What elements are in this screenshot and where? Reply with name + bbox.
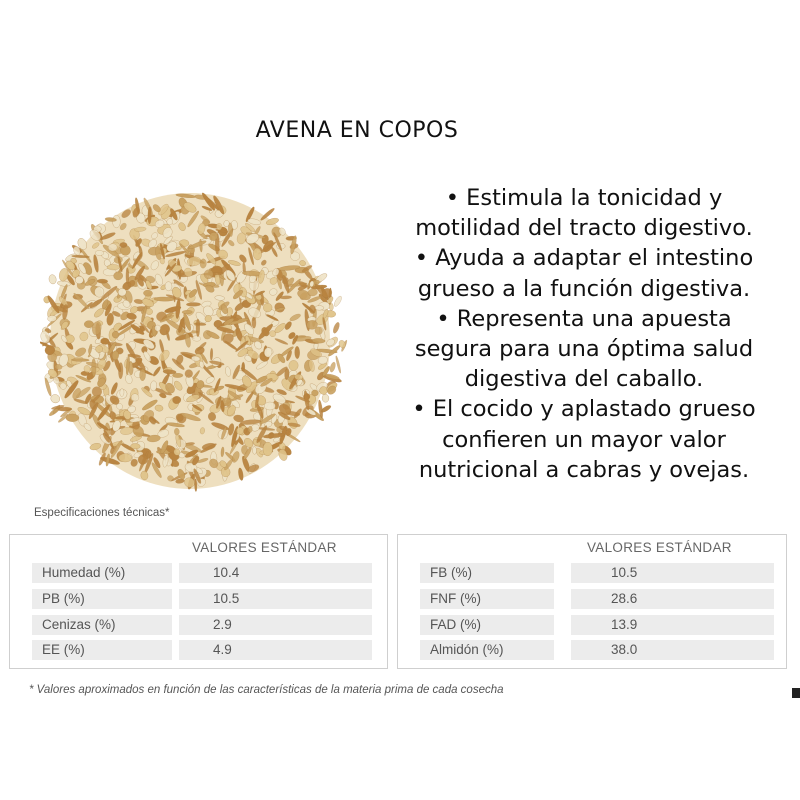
benefit-line: digestiva del caballo.	[464, 366, 704, 393]
row-value: 13.9	[571, 615, 774, 635]
benefit-line: segura para una óptima salud	[414, 336, 754, 363]
benefit-line: motilidad del tracto digestivo.	[415, 215, 753, 242]
row-label: Cenizas (%)	[32, 615, 172, 635]
benefit-line: grueso a la función digestiva.	[417, 275, 751, 302]
row-label: PB (%)	[32, 589, 172, 609]
row-label: Almidón (%)	[420, 640, 554, 660]
specs-table-left	[9, 534, 388, 669]
benefit-line: nutricional a cabras y ovejas.	[418, 456, 750, 483]
specs-caption: Especificaciones técnicas*	[34, 507, 170, 519]
row-label: FB (%)	[420, 563, 554, 583]
oat-flakes-image	[40, 176, 350, 501]
footnote: * Valores aproximados en función de las características de la materia prima de cada cosecha	[29, 684, 504, 696]
benefit-line: • Ayuda a adaptar el intestino	[414, 245, 754, 272]
row-value: 28.6	[571, 589, 774, 609]
page-title: AVENA EN COPOS	[255, 118, 459, 143]
row-value: 10.5	[571, 563, 774, 583]
row-value: 10.5	[179, 589, 372, 609]
row-value: 4.9	[179, 640, 372, 660]
column-header: VALORES ESTÁNDAR	[587, 540, 732, 555]
row-label: EE (%)	[32, 640, 172, 660]
row-label: Humedad (%)	[32, 563, 172, 583]
benefit-line: confieren un mayor valor	[442, 426, 726, 453]
row-value: 10.4	[179, 563, 372, 583]
row-label: FAD (%)	[420, 615, 554, 635]
column-header: VALORES ESTÁNDAR	[192, 540, 337, 555]
benefits-text	[370, 183, 798, 485]
specs-table-right	[397, 534, 787, 669]
benefit-line: • Representa una apuesta	[436, 305, 732, 332]
row-value: 38.0	[571, 640, 774, 660]
row-label: FNF (%)	[420, 589, 554, 609]
edge-mark	[792, 688, 800, 698]
benefit-line: • Estimula la tonicidad y	[445, 185, 723, 211]
row-value: 2.9	[179, 615, 372, 635]
benefit-line: • El cocido y aplastado grueso	[412, 396, 756, 423]
